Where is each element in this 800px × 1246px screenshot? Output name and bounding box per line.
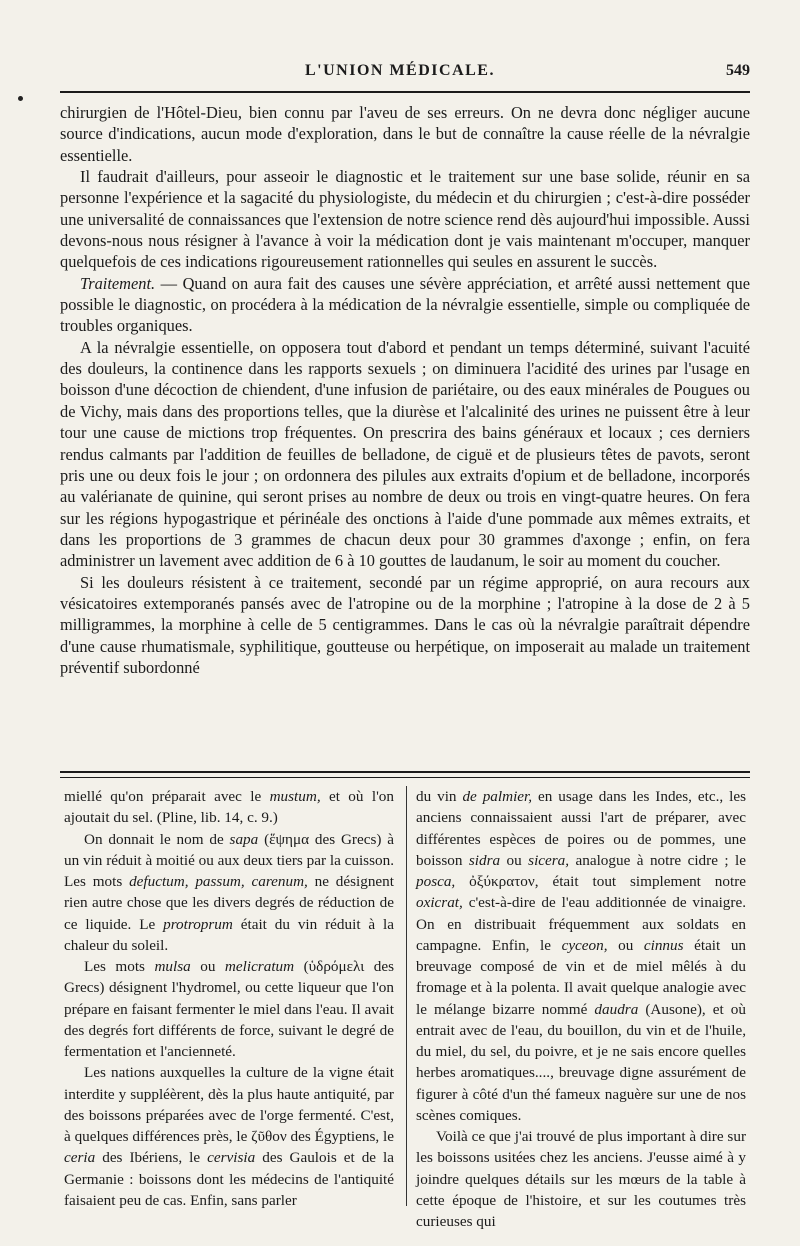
page-speck [18,96,23,101]
column-divider [406,786,407,1206]
page [60,0,750,1246]
paragraph: Les mots mulsa ou melicratum (ὑδρόμελι des Grecs) désignent l'hydromel, ou cette liqueur que l'on prépare en faisant fermenter le miel dans l'eau. Il avait des degrés fort différents de force, suivant le degré de fermentation et l'ancienneté. [64,958,395,1060]
page-number: 549 [726,62,750,79]
paragraph: A la névralgie essentielle, on opposera tout d'abord et pendant un temps déterminé, suivant l'acuité des douleurs, la continence dans les rapports sexuels ; on diminuera l'acidité des urines par l'usage en boisson d'une décoction de chiendent, d'une infusion de pariétaire, ou des eaux minérales de Pougues ou de Vichy, mais dans des proportions telles, que la diurèse et l'alcalinité des urines ne puissent être à leur tour une cause de mictions trop fréquentes. On prescrira des bains généraux et locaux ; ces derniers rendus calmants par l'addition de feuilles de belladone, de ciguë et de plusieurs têtes de pavots, seront pris une ou deux fois le jour ; on ordonnera des pilules aux extraits d'opium et de belladone, incorporés au valérianate de quinine, qui seront prises au nombre de deux ou trois en vingt-quatre heures. On fera sur les régions hypogastrique et périnéale des onctions à l'aide d'une pommade aux mêmes extraits, et dans les proportions de 3 grammes de chacun deux pour 30 grammes d'axonge ; enfin, on fera administrer un lavement avec addition de 6 à 10 gouttes de laudanum, le soir au moment du coucher. [60,337,750,571]
paragraph: Il faudrait d'ailleurs, pour asseoir le diagnostic et le traitement sur une base solide, réunir en sa personne l'expérience et la sagacité du physiologiste, du médecin et du chirurgien ; c'est-à-dire posséder une universalité de connaissances que l'extension de notre science rend dès aujourd'hui impossible. Aussi devons-nous nous résigner à l'avance à voir la médication dont je vais maintenant m'occuper, manquer quelquefois de ces indications rigoureusement rationnelles qui seules en assurent le succès. [60,167,750,272]
running-header [60,62,750,86]
header-rule [60,91,750,93]
section-label: Traitement. [80,273,156,293]
paragraph: Les nations auxquelles la culture de la vigne était interdite y suppléèrent, dès la plus haute antiquité, par des boissons préparées avec de l'orge fermenté. C'est, à quelques différences près, le ζῦθον des Égyptiens, le ceria des Ibériens, le cervisia des Gaulois et de la Germanie : boissons dont les médecins de l'antiquité faisaient peu de cas. Enfin, sans parler [64,1064,394,1209]
paragraph: chirurgien de l'Hôtel-Dieu, bien connu par l'aveu de ses erreurs. On ne devra donc négliger aucune source d'indications, aucun mode d'exploration, dans le but de connaître la cause réelle de la névralgie essentielle. [60,103,750,165]
footnote-rule [60,771,750,778]
paragraph: miellé qu'on préparait avec le mustum, et où l'on ajoutait du sel. (Pline, lib. 14, c. 9.) [64,788,394,827]
paragraph: Si les douleurs résistent à ce traitement, secondé par un régime approprié, on aura recours aux vésicatoires extemporanés pansés avec de l'atropine ou de la morphine ; l'atropine à la dose de 2 à 5 milligrammes, la morphine à celle de 5 centigrammes. Dans le cas où la névralgie paraîtrait dépendre d'une cause rhumatismale, syphilitique, goutteuse ou herpétique, on imposerait au malade un traitement préventif subordonné [60,572,750,677]
footnote-column-right [416,786,746,1232]
paragraph: Traitement. — Quand on aura fait des causes une sévère appréciation, et arrêté aussi nettement que possible le diagnostic, on procédera à la médication de la névralgie essentielle, simple ou compliquée de troubles organiques. [60,273,750,336]
footnote-column-left [64,786,394,1211]
paragraph: Voilà ce que j'ai trouvé de plus important à dire sur les boissons usitées chez les anciens. J'eusse aimé à y joindre quelques détails sur les mœurs de la table à cette époque de l'histoire, et sur les coutumes très curieuses qui [416,1128,746,1230]
paragraph: On donnait le nom de sapa (ἕψημα des Grecs) à un vin réduit à moitié ou aux deux tiers par la cuisson. Les mots defuctum, passum, carenum, ne désignent rien autre chose que les divers degrés de réduction de ce liquide. Le protroprum était du vin réduit à la chaleur du soleil. [64,830,394,954]
paragraph: du vin de palmier, en usage dans les Indes, etc., les anciens connaissaient aussi l'art de préparer, avec différentes espèces de poires ou de pommes, une boisson sidra ou sicera, analogue à notre cidre ; le posca, ὀξύκρατον, était tout simplement notre oxicrat, c'est-à-dire de l'eau additionnée de vinaigre. On en distribuait fréquemment aux soldats en campagne. Enfin, le cyceon, ou cinnus était un breuvage composé de vin et de miel mêlés à du fromage et à la polenta. Il avait quelque analogie avec le mélange bizarre nommé daudra (Ausone), et où entrait avec de l'eau, du bouillon, du vin et de l'huile, du miel, du sel, du poivre, et je ne sais encore quelles herbes aromatiques...., breuvage digne assurément de figurer à côté d'un thé fameux naguère sur une de nos scènes comiques. [416,788,747,1124]
journal-title: L'UNION MÉDICALE. [305,62,495,79]
main-text [60,102,750,678]
